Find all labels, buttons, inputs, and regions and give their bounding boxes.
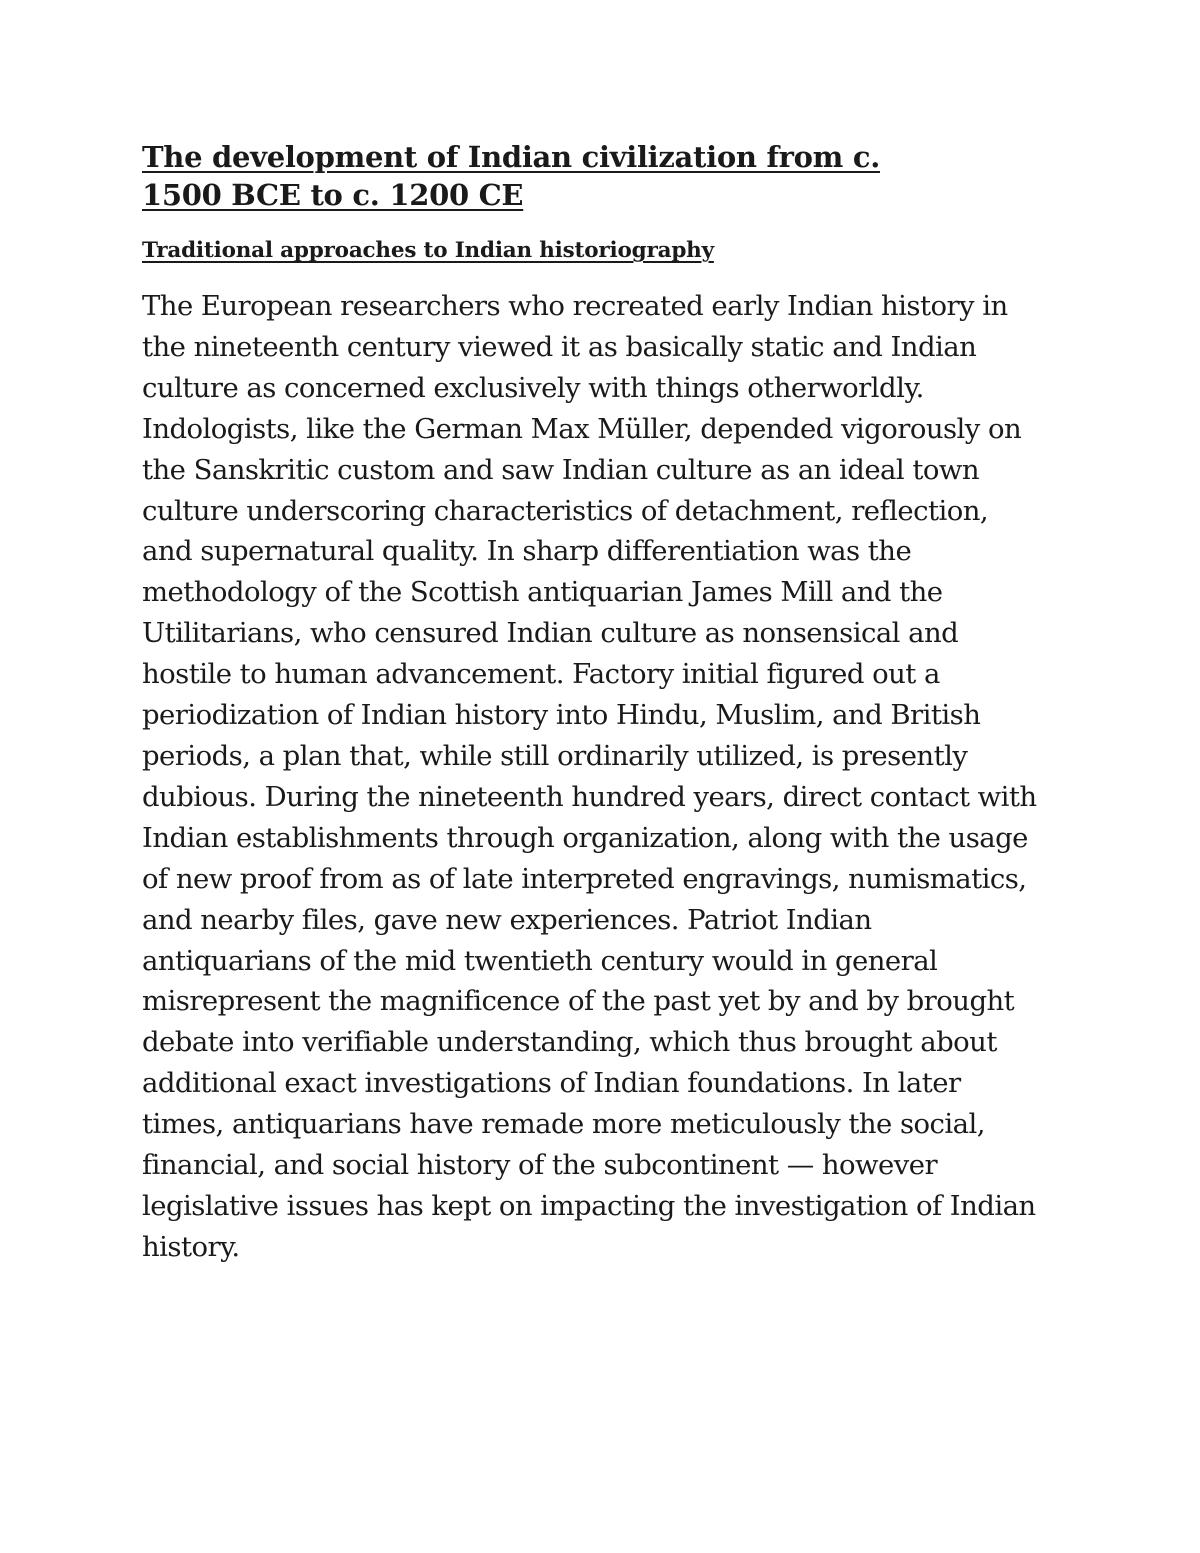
paragraph-line: Indian establishments through organization, along with the usage <box>142 821 1028 854</box>
paragraph-line: Indologists, like the German Max Müller, depended vigorously on <box>142 412 1022 445</box>
paragraph-line: times, antiquarians have remade more meticulously the social, <box>142 1108 985 1141</box>
title-line: 1500 BCE to c. 1200 CE <box>142 178 524 212</box>
paragraph-line: periods, a plan that, while still ordinarily utilized, is presently <box>142 739 968 772</box>
paragraph-line: antiquarians of the mid twentieth century would in general <box>142 944 938 977</box>
body-paragraph <box>142 286 1072 1268</box>
paragraph-line: and supernatural quality. In sharp differentiation was the <box>142 535 912 568</box>
paragraph-line: culture as concerned exclusively with things otherworldly. <box>142 371 924 404</box>
paragraph-line: financial, and social history of the subcontinent — however <box>142 1149 938 1182</box>
paragraph-line: and nearby files, gave new experiences. Patriot Indian <box>142 903 872 936</box>
paragraph-line: methodology of the Scottish antiquarian James Mill and the <box>142 576 943 609</box>
paragraph-line: The European researchers who recreated early Indian history in <box>142 290 1008 322</box>
paragraph-line: legislative issues has kept on impacting the investigation of Indian <box>142 1189 1036 1222</box>
paragraph-line: the Sanskritic custom and saw Indian culture as an ideal town <box>142 453 979 486</box>
paragraph-line: Utilitarians, who censured Indian culture as nonsensical and <box>142 617 959 650</box>
title-line: The development of Indian civilization from c. <box>142 140 881 174</box>
paragraph-line: of new proof from as of late interpreted engravings, numismatics, <box>142 862 1027 895</box>
paragraph-line: additional exact investigations of Indian foundations. In later <box>142 1067 961 1100</box>
paragraph-line: history. <box>142 1230 240 1263</box>
paragraph-line: the nineteenth century viewed it as basically static and Indian <box>142 330 977 363</box>
paragraph-line: culture underscoring characteristics of detachment, reflection, <box>142 494 989 527</box>
paragraph-line: periodization of Indian history into Hindu, Muslim, and British <box>142 699 981 732</box>
paragraph-line: hostile to human advancement. Factory initial figured out a <box>142 658 940 691</box>
section-heading: Traditional approaches to Indian historiography <box>142 238 714 263</box>
paragraph-line: debate into verifiable understanding, which thus brought about <box>142 1026 997 1059</box>
document-content <box>142 138 1072 1268</box>
document-title <box>142 138 1072 214</box>
paragraph-line: misrepresent the magnificence of the past yet by and by brought <box>142 985 1015 1018</box>
paragraph-line: dubious. During the nineteenth hundred years, direct contact with <box>142 780 1037 813</box>
